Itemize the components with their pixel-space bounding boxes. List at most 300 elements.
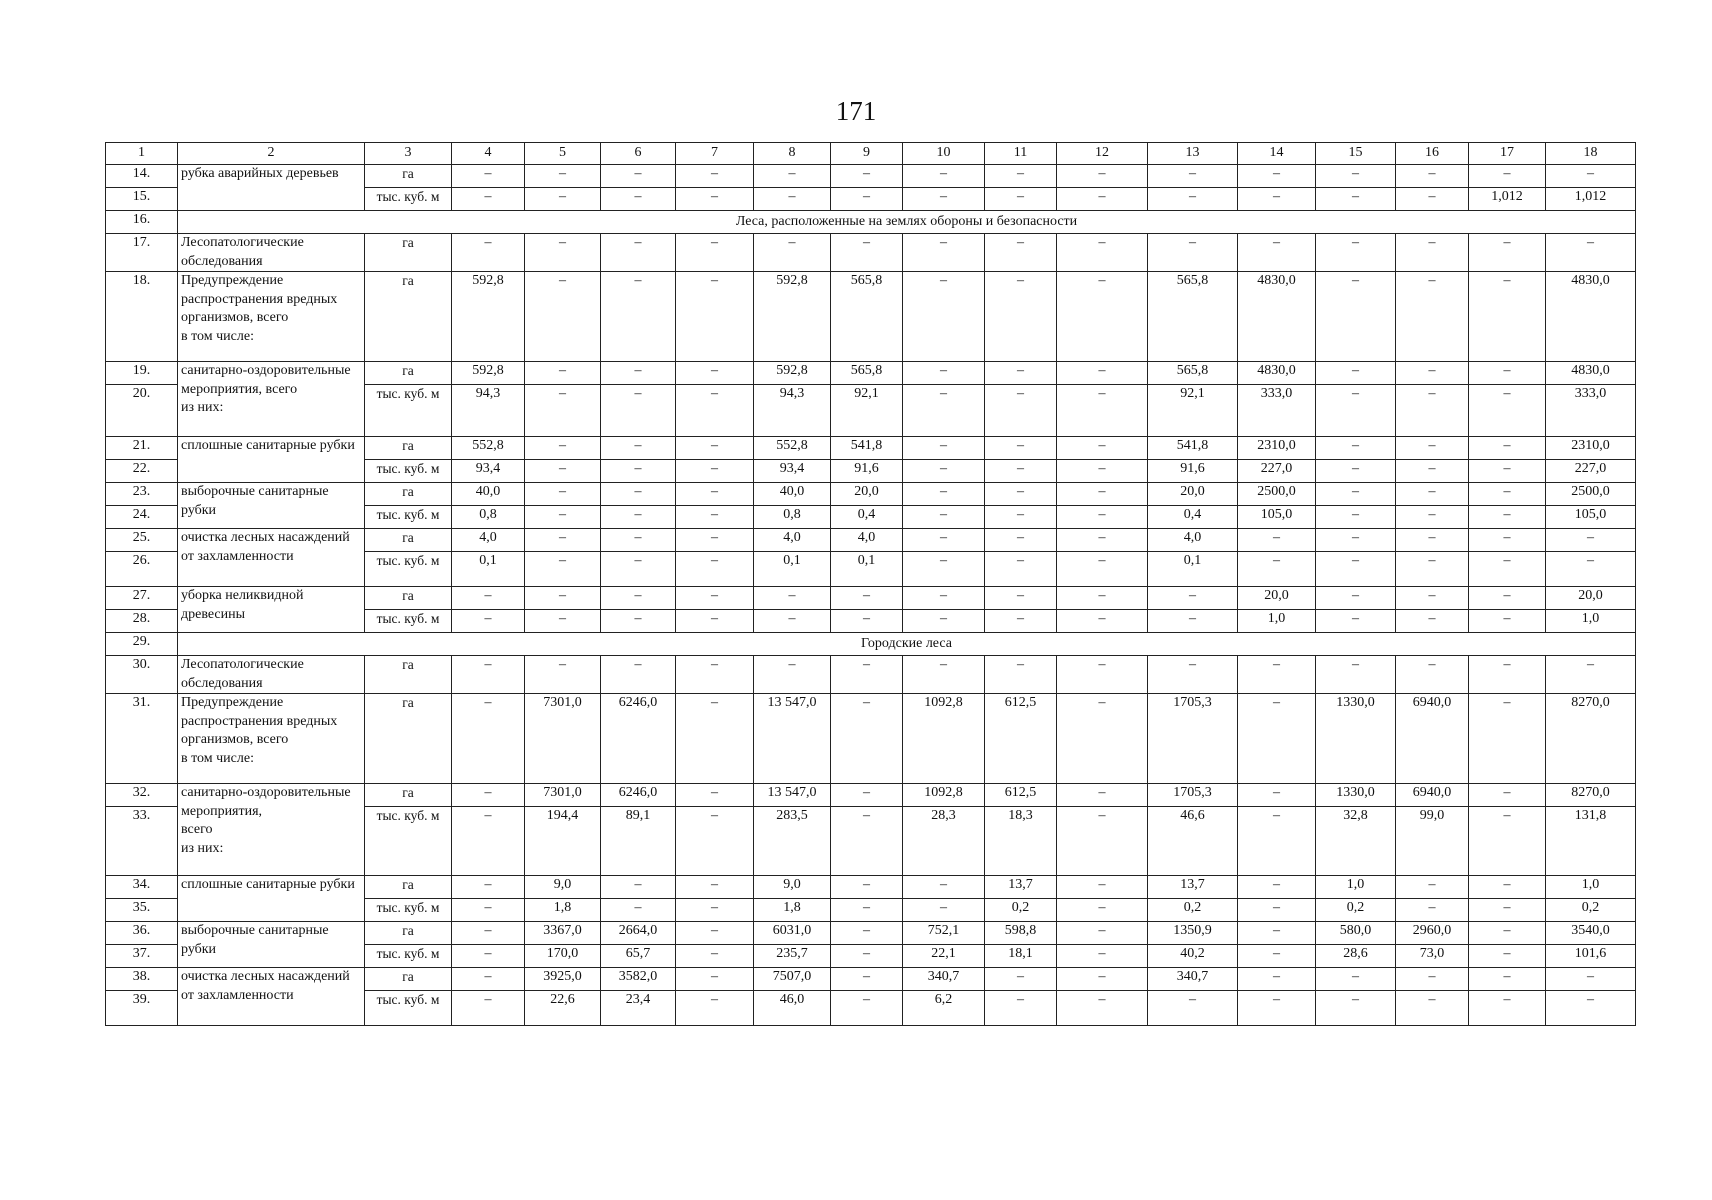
value-cell: – <box>754 656 831 694</box>
row-number: 29. <box>106 633 178 656</box>
value-cell: 333,0 <box>1546 385 1636 437</box>
row-label: Лесопатологические обследования <box>178 656 365 694</box>
column-header: 4 <box>452 143 525 165</box>
value-cell: – <box>601 460 676 483</box>
row-number: 20. <box>106 385 178 437</box>
value-cell: – <box>831 784 903 807</box>
value-cell: – <box>1469 587 1546 610</box>
value-cell: – <box>1238 165 1316 188</box>
value-cell: – <box>676 165 754 188</box>
value-cell: – <box>1057 272 1148 362</box>
value-cell: – <box>1469 362 1546 385</box>
row-label: рубка аварийных деревьев <box>178 165 365 211</box>
row-number: 19. <box>106 362 178 385</box>
value-cell: 9,0 <box>754 876 831 899</box>
value-cell: – <box>831 807 903 876</box>
row-number: 34. <box>106 876 178 899</box>
value-cell: – <box>985 460 1057 483</box>
value-cell: – <box>1546 529 1636 552</box>
value-cell: – <box>1316 460 1396 483</box>
row-number: 21. <box>106 437 178 460</box>
value-cell: 2500,0 <box>1238 483 1316 506</box>
unit-cell: га <box>365 165 452 188</box>
value-cell: – <box>676 437 754 460</box>
unit-cell: тыс. куб. м <box>365 552 452 587</box>
value-cell: 541,8 <box>1148 437 1238 460</box>
value-cell: – <box>903 165 985 188</box>
value-cell: 552,8 <box>452 437 525 460</box>
value-cell: – <box>1396 272 1469 362</box>
value-cell: – <box>525 656 601 694</box>
value-cell: 0,2 <box>985 899 1057 922</box>
value-cell: – <box>1396 165 1469 188</box>
row-number: 35. <box>106 899 178 922</box>
unit-cell: тыс. куб. м <box>365 460 452 483</box>
unit-cell: га <box>365 437 452 460</box>
value-cell: – <box>831 991 903 1026</box>
value-cell: – <box>452 968 525 991</box>
value-cell: – <box>1057 922 1148 945</box>
value-cell: – <box>601 483 676 506</box>
table-row <box>106 784 1636 807</box>
value-cell: – <box>1238 784 1316 807</box>
value-cell: 541,8 <box>831 437 903 460</box>
value-cell: – <box>452 945 525 968</box>
value-cell: – <box>1469 922 1546 945</box>
section-title: Городские леса <box>178 633 1636 656</box>
row-label: санитарно-оздоровительные мероприятия, всего из них: <box>178 362 365 437</box>
value-cell: – <box>601 272 676 362</box>
value-cell: 4830,0 <box>1238 272 1316 362</box>
value-cell: – <box>676 807 754 876</box>
column-header: 6 <box>601 143 676 165</box>
value-cell: – <box>1546 552 1636 587</box>
value-cell: 283,5 <box>754 807 831 876</box>
value-cell: – <box>1238 876 1316 899</box>
value-cell: – <box>601 587 676 610</box>
value-cell: 20,0 <box>1238 587 1316 610</box>
value-cell: – <box>1469 945 1546 968</box>
value-cell: – <box>1148 165 1238 188</box>
row-number: 39. <box>106 991 178 1026</box>
value-cell: – <box>1057 385 1148 437</box>
value-cell: 0,1 <box>831 552 903 587</box>
value-cell: 0,4 <box>1148 506 1238 529</box>
row-number: 18. <box>106 272 178 362</box>
value-cell: 0,8 <box>452 506 525 529</box>
row-label: Предупреждение распространения вредных организмов, всего в том числе: <box>178 272 365 362</box>
value-cell: 0,1 <box>1148 552 1238 587</box>
column-header: 13 <box>1148 143 1238 165</box>
value-cell: – <box>1316 362 1396 385</box>
value-cell: – <box>985 610 1057 633</box>
value-cell: – <box>1148 610 1238 633</box>
row-number: 24. <box>106 506 178 529</box>
value-cell: – <box>452 807 525 876</box>
value-cell: – <box>676 610 754 633</box>
section-row <box>106 211 1636 234</box>
section-row <box>106 633 1636 656</box>
value-cell: – <box>1469 968 1546 991</box>
value-cell: 1092,8 <box>903 694 985 784</box>
value-cell: – <box>754 188 831 211</box>
column-header: 3 <box>365 143 452 165</box>
value-cell: 0,4 <box>831 506 903 529</box>
value-cell: – <box>1396 552 1469 587</box>
row-label: Лесопатологические обследования <box>178 234 365 272</box>
value-cell: – <box>831 610 903 633</box>
value-cell: – <box>1469 552 1546 587</box>
value-cell: – <box>1396 362 1469 385</box>
value-cell: 105,0 <box>1238 506 1316 529</box>
unit-cell: га <box>365 483 452 506</box>
value-cell: – <box>1396 587 1469 610</box>
value-cell: 13,7 <box>985 876 1057 899</box>
value-cell: 94,3 <box>754 385 831 437</box>
value-cell: – <box>525 437 601 460</box>
table-row <box>106 922 1636 945</box>
value-cell: – <box>831 188 903 211</box>
value-cell: – <box>985 272 1057 362</box>
value-cell: – <box>1469 483 1546 506</box>
value-cell: – <box>985 506 1057 529</box>
row-label: уборка неликвидной древесины <box>178 587 365 633</box>
row-number: 14. <box>106 165 178 188</box>
value-cell: – <box>1148 991 1238 1026</box>
value-cell: 580,0 <box>1316 922 1396 945</box>
value-cell: 4830,0 <box>1546 362 1636 385</box>
table-row <box>106 587 1636 610</box>
value-cell: 0,2 <box>1546 899 1636 922</box>
value-cell: 9,0 <box>525 876 601 899</box>
value-cell: – <box>676 968 754 991</box>
value-cell: – <box>1057 899 1148 922</box>
value-cell: – <box>1238 991 1316 1026</box>
value-cell: – <box>1316 506 1396 529</box>
value-cell: – <box>1316 968 1396 991</box>
value-cell: – <box>1546 991 1636 1026</box>
value-cell: 1,0 <box>1238 610 1316 633</box>
value-cell: – <box>985 991 1057 1026</box>
value-cell: 565,8 <box>1148 362 1238 385</box>
value-cell: 170,0 <box>525 945 601 968</box>
unit-cell: га <box>365 656 452 694</box>
value-cell: – <box>1469 460 1546 483</box>
value-cell: – <box>1057 165 1148 188</box>
value-cell: – <box>1396 991 1469 1026</box>
value-cell: – <box>1469 385 1546 437</box>
value-cell: 40,2 <box>1148 945 1238 968</box>
value-cell: – <box>1316 234 1396 272</box>
value-cell: – <box>754 234 831 272</box>
value-cell: – <box>1057 529 1148 552</box>
value-cell: – <box>1057 483 1148 506</box>
value-cell: 28,3 <box>903 807 985 876</box>
value-cell: – <box>676 991 754 1026</box>
value-cell: 592,8 <box>452 362 525 385</box>
value-cell: – <box>903 610 985 633</box>
value-cell: – <box>1316 188 1396 211</box>
unit-cell: га <box>365 876 452 899</box>
value-cell: – <box>1469 807 1546 876</box>
value-cell: 4,0 <box>452 529 525 552</box>
value-cell: – <box>676 587 754 610</box>
value-cell: 612,5 <box>985 694 1057 784</box>
value-cell: – <box>1148 234 1238 272</box>
value-cell: 22,1 <box>903 945 985 968</box>
row-label: санитарно-оздоровительные мероприятия, всего из них: <box>178 784 365 876</box>
value-cell: 46,6 <box>1148 807 1238 876</box>
value-cell: 592,8 <box>754 362 831 385</box>
value-cell: 1705,3 <box>1148 694 1238 784</box>
value-cell: – <box>1148 656 1238 694</box>
row-number: 27. <box>106 587 178 610</box>
value-cell: – <box>985 552 1057 587</box>
value-cell: – <box>525 272 601 362</box>
value-cell: – <box>676 529 754 552</box>
table-row <box>106 656 1636 694</box>
value-cell: 1,0 <box>1316 876 1396 899</box>
value-cell: 6940,0 <box>1396 784 1469 807</box>
value-cell: – <box>1057 437 1148 460</box>
value-cell: – <box>1396 506 1469 529</box>
value-cell: 194,4 <box>525 807 601 876</box>
value-cell: – <box>452 234 525 272</box>
value-cell: 6940,0 <box>1396 694 1469 784</box>
value-cell: – <box>1057 188 1148 211</box>
unit-cell: га <box>365 694 452 784</box>
value-cell: 1330,0 <box>1316 784 1396 807</box>
value-cell: – <box>452 694 525 784</box>
unit-cell: га <box>365 922 452 945</box>
value-cell: 227,0 <box>1238 460 1316 483</box>
value-cell: 592,8 <box>754 272 831 362</box>
value-cell: – <box>1316 483 1396 506</box>
unit-cell: га <box>365 968 452 991</box>
value-cell: – <box>601 362 676 385</box>
value-cell: 1,0 <box>1546 876 1636 899</box>
value-cell: – <box>1238 807 1316 876</box>
value-cell: – <box>903 460 985 483</box>
value-cell: – <box>985 656 1057 694</box>
value-cell: 592,8 <box>452 272 525 362</box>
value-cell: – <box>1057 234 1148 272</box>
row-label: очистка лесных насаждений от захламленности <box>178 968 365 1026</box>
value-cell: 598,8 <box>985 922 1057 945</box>
column-header: 1 <box>106 143 178 165</box>
value-cell: – <box>985 968 1057 991</box>
column-header: 16 <box>1396 143 1469 165</box>
row-number: 33. <box>106 807 178 876</box>
value-cell: 565,8 <box>831 272 903 362</box>
value-cell: – <box>1316 552 1396 587</box>
value-cell: – <box>1057 362 1148 385</box>
unit-cell: тыс. куб. м <box>365 807 452 876</box>
value-cell: 40,0 <box>452 483 525 506</box>
value-cell: – <box>1057 876 1148 899</box>
page-number: 171 <box>835 96 877 126</box>
value-cell: – <box>1057 587 1148 610</box>
value-cell: – <box>903 656 985 694</box>
value-cell: – <box>1546 968 1636 991</box>
value-cell: – <box>601 899 676 922</box>
value-cell: 4,0 <box>1148 529 1238 552</box>
value-cell: – <box>903 188 985 211</box>
table-row <box>106 529 1636 552</box>
value-cell: 1,012 <box>1546 188 1636 211</box>
value-cell: – <box>525 506 601 529</box>
value-cell: – <box>525 385 601 437</box>
row-number: 26. <box>106 552 178 587</box>
value-cell: – <box>1546 165 1636 188</box>
value-cell: – <box>831 876 903 899</box>
value-cell: – <box>676 876 754 899</box>
value-cell: 1350,9 <box>1148 922 1238 945</box>
value-cell: – <box>831 587 903 610</box>
value-cell: – <box>1057 694 1148 784</box>
value-cell: 6031,0 <box>754 922 831 945</box>
row-number: 37. <box>106 945 178 968</box>
value-cell: – <box>452 165 525 188</box>
column-header: 11 <box>985 143 1057 165</box>
value-cell: 2960,0 <box>1396 922 1469 945</box>
value-cell: 3925,0 <box>525 968 601 991</box>
value-cell: – <box>452 876 525 899</box>
table-body <box>106 165 1636 1026</box>
value-cell: – <box>903 876 985 899</box>
value-cell: – <box>1148 587 1238 610</box>
value-cell: – <box>452 922 525 945</box>
value-cell: – <box>1057 610 1148 633</box>
table-row <box>106 234 1636 272</box>
value-cell: 73,0 <box>1396 945 1469 968</box>
unit-cell: тыс. куб. м <box>365 991 452 1026</box>
value-cell: 4830,0 <box>1546 272 1636 362</box>
value-cell: – <box>452 610 525 633</box>
value-cell: 28,6 <box>1316 945 1396 968</box>
value-cell: 18,3 <box>985 807 1057 876</box>
value-cell: – <box>1057 968 1148 991</box>
value-cell: 565,8 <box>831 362 903 385</box>
column-header: 10 <box>903 143 985 165</box>
value-cell: – <box>676 362 754 385</box>
column-header: 17 <box>1469 143 1546 165</box>
value-cell: 92,1 <box>831 385 903 437</box>
unit-cell: тыс. куб. м <box>365 945 452 968</box>
value-cell: 22,6 <box>525 991 601 1026</box>
value-cell: – <box>601 437 676 460</box>
value-cell: – <box>525 587 601 610</box>
table-header <box>106 143 1636 165</box>
value-cell: – <box>903 272 985 362</box>
value-cell: 13 547,0 <box>754 694 831 784</box>
value-cell: – <box>1316 587 1396 610</box>
value-cell: – <box>452 188 525 211</box>
column-header: 5 <box>525 143 601 165</box>
row-number: 36. <box>106 922 178 945</box>
row-label: очистка лесных насаждений от захламленности <box>178 529 365 587</box>
value-cell: 1705,3 <box>1148 784 1238 807</box>
value-cell: – <box>1057 460 1148 483</box>
value-cell: – <box>1057 784 1148 807</box>
value-cell: 1,8 <box>754 899 831 922</box>
row-number: 25. <box>106 529 178 552</box>
unit-cell: га <box>365 234 452 272</box>
value-cell: – <box>1316 165 1396 188</box>
value-cell: 4,0 <box>754 529 831 552</box>
value-cell: – <box>1316 385 1396 437</box>
value-cell: 93,4 <box>452 460 525 483</box>
table-row <box>106 437 1636 460</box>
value-cell: – <box>831 694 903 784</box>
unit-cell: тыс. куб. м <box>365 899 452 922</box>
value-cell: – <box>903 899 985 922</box>
value-cell: 0,1 <box>754 552 831 587</box>
value-cell: 7301,0 <box>525 694 601 784</box>
value-cell: – <box>1469 165 1546 188</box>
value-cell: 99,0 <box>1396 807 1469 876</box>
value-cell: – <box>1057 656 1148 694</box>
value-cell: – <box>985 188 1057 211</box>
unit-cell: га <box>365 587 452 610</box>
value-cell: – <box>1238 694 1316 784</box>
value-cell: – <box>1396 656 1469 694</box>
value-cell: – <box>903 437 985 460</box>
table-row <box>106 968 1636 991</box>
value-cell: – <box>525 552 601 587</box>
value-cell: – <box>1238 899 1316 922</box>
value-cell: – <box>676 899 754 922</box>
value-cell: 4,0 <box>831 529 903 552</box>
value-cell: – <box>676 694 754 784</box>
value-cell: – <box>903 552 985 587</box>
value-cell: – <box>985 587 1057 610</box>
value-cell: – <box>1316 437 1396 460</box>
value-cell: – <box>676 922 754 945</box>
value-cell: – <box>1396 968 1469 991</box>
value-cell: 32,8 <box>1316 807 1396 876</box>
unit-cell: тыс. куб. м <box>365 506 452 529</box>
value-cell: – <box>1546 234 1636 272</box>
value-cell: – <box>1546 656 1636 694</box>
row-number: 28. <box>106 610 178 633</box>
value-cell: 1330,0 <box>1316 694 1396 784</box>
value-cell: – <box>601 610 676 633</box>
row-number: 16. <box>106 211 178 234</box>
value-cell: – <box>1469 694 1546 784</box>
value-cell: – <box>1238 188 1316 211</box>
column-header: 15 <box>1316 143 1396 165</box>
row-number: 22. <box>106 460 178 483</box>
value-cell: 235,7 <box>754 945 831 968</box>
value-cell: 552,8 <box>754 437 831 460</box>
unit-cell: га <box>365 272 452 362</box>
value-cell: – <box>831 945 903 968</box>
value-cell: – <box>1396 529 1469 552</box>
value-cell: – <box>676 460 754 483</box>
value-cell: 13,7 <box>1148 876 1238 899</box>
value-cell: 6246,0 <box>601 784 676 807</box>
value-cell: 105,0 <box>1546 506 1636 529</box>
value-cell: 23,4 <box>601 991 676 1026</box>
row-label: сплошные санитарные рубки <box>178 876 365 922</box>
section-title: Леса, расположенные на землях обороны и безопасности <box>178 211 1636 234</box>
value-cell: 13 547,0 <box>754 784 831 807</box>
value-cell: – <box>1396 483 1469 506</box>
value-cell: – <box>1396 188 1469 211</box>
value-cell: – <box>903 385 985 437</box>
value-cell: – <box>676 552 754 587</box>
